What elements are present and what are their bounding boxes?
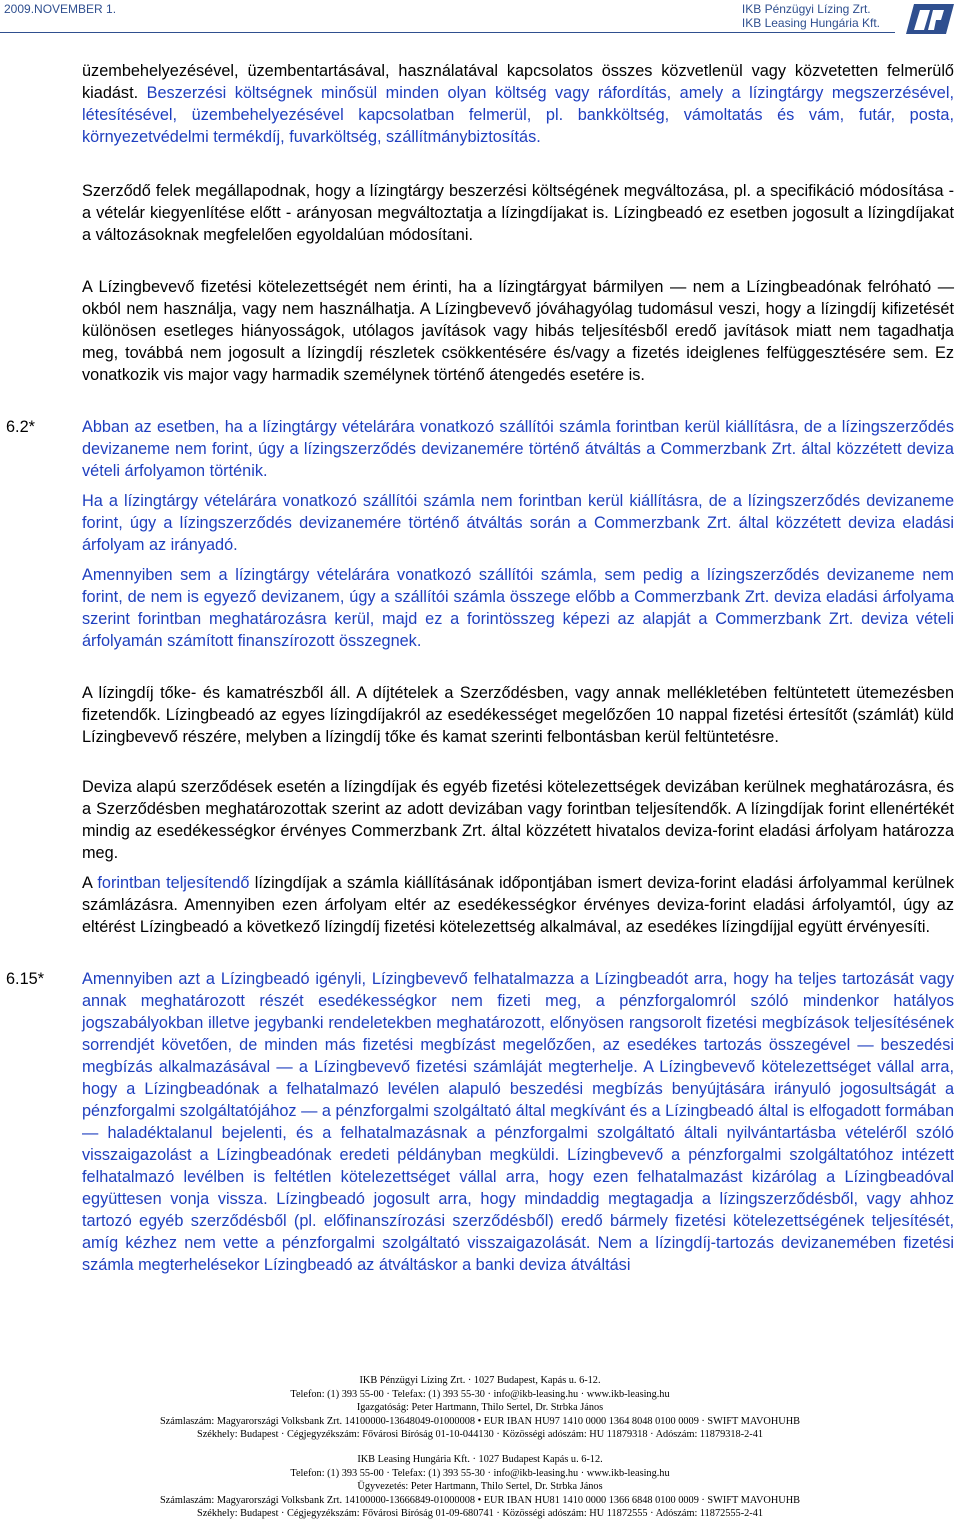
footer-line: Ügyvezetés: Peter Hartmann, Thilo Sertel, Dr. Strbka János bbox=[357, 1481, 603, 1492]
footer-line: IKB Leasing Hungária Kft. · 1027 Budapest Kapás u. 6-12. bbox=[357, 1454, 603, 1465]
footer-block-pl bbox=[0, 1374, 960, 1442]
footer-line: Telefon: (1) 393 55-00 · Telefax: (1) 393 55-30 · info@ikb-leasing.hu · www.ikb-leasing.hu bbox=[290, 1467, 670, 1479]
paragraph-cost-definition bbox=[82, 60, 954, 148]
paragraph-6-2-first: Abban az esetben, ha a lízingtárgy vételárára vonatkozó szállítói számla forintban kerül kiállításra, de a lízingszerződés devizaneme nem forint, úgy a lízingszerződés devizanemére történő átváltás a Commerzbank Zrt. által közzétett deviza vételi árfolyamon történik. bbox=[82, 418, 954, 480]
footer-line: IKB Pénzügyi Lízing Zrt. · 1027 Budapest, Kapás u. 6-12. bbox=[359, 1375, 601, 1386]
paragraph-payment-obligation: A Lízingbevevő fizetési kötelezettségét nem érinti, ha a lízingtárgyat bármilyen ― nem a Lízingbeadónak felróható ― okból nem használja, vagy nem használhatja. A Lízingbevevő jóváhagyólag tudomásul veszi, hogy a lízingdíj kifizetését különösen esetleges hiányosságok, utólagos javítások vagy hibás teljesítésből eredő javítások miatt nem tagadhatja meg, továbbá nem jogosult a lízingdíj részletek csökkentésére és/vagy a fizetés ideiglenes felfüggesztésére sem. Ez vonatkozik vis major vagy harmadik személynek történő átengedés esetére is. bbox=[82, 278, 954, 384]
paragraph-text-blue: Beszerzési költségnek minősül minden olyan költség vagy ráfordítás, amely a lízingtárgy megszerzésével, létesítésével, üzembehelyezésével kapcsolatban felmerül, pl. bbox=[82, 84, 955, 124]
header-company bbox=[742, 2, 880, 30]
paragraph-text-blue: forintban teljesítendő bbox=[97, 874, 250, 892]
section-number-6-2: 6.2* bbox=[6, 418, 35, 436]
header-rule bbox=[0, 32, 895, 33]
paragraph-6-2-third: Amennyiben sem a lízingtárgy vételárára vonatkozó szállítói számla, sem pedig a lízingszerződés devizaneme nem forint, de nem is egyező devizanem, úgy a szállítói számla összege előbb a Commerzbank Zrt. deviza eladási árfolyama szerint forintban meghatározásra kerül, majd ez a forintösszeg képezi az alapját a Commerzbank Zrt. deviza vételi árfolyamán számított finanszírozott összegnek. bbox=[82, 566, 954, 650]
paragraph-text: üzembehelyezésével, üzembentartásával, használatával kapcsolatos összes közvetlenül vagy közvetetten felmerülő kiadást. bbox=[82, 62, 954, 102]
header-company-line1: IKB Pénzügyi Lízing Zrt. bbox=[741, 2, 871, 16]
paragraph-6-2-second: Ha a lízingtárgy vételárára vonatkozó szállítói számla nem forintban kerül kiállításra, de a lízingszerződés devizaneme forint, úgy a lízingszerződés devizanemére történő átváltás során a Commerzbank Zrt. által közzétett deviza eladási árfolyam az irányadó. bbox=[82, 492, 954, 554]
paragraph-forint-payable bbox=[82, 872, 954, 938]
footer-line: Számlaszám: Magyarországi Volksbank Zrt. 14100000-13648049-01000008 • EUR IBAN HU97 1410 0000 1364 8048 0100 0009 · SWIFT MAVOHUHB bbox=[159, 1415, 801, 1427]
footer-line: Számlaszám: Magyarországi Volksbank Zrt. 14100000-13666849-01000008 • EUR IBAN HU81 1410 0000 1366 6848 0100 0009 · SWIFT MAVOHUHB bbox=[159, 1494, 801, 1506]
page-header bbox=[0, 0, 960, 40]
footer-line: Telefon: (1) 393 55-00 · Telefax: (1) 393 55-30 · info@ikb-leasing.hu · www.ikb-leasing.hu bbox=[290, 1388, 670, 1400]
paragraph-cost-change: Szerződő felek megállapodnak, hogy a lízingtárgy beszerzési költségének megváltozása, pl. a specifikáció módosítása - a vételár kiegyenlítése előtt - arányosan megváltoztatja a lízingdíjakat is. Lízingbeadó ez esetben jogosult a lízingdíjakat a változásoknak megfelelően egyoldalúan módosítani. bbox=[82, 182, 954, 244]
paragraph-currency-based: Deviza alapú szerződések esetén a lízingdíjak és egyéb fizetési kötelezettségek devizában kerülnek meghatározásra, és a Szerződésben meghatározottak szerint az adott devizában vagy forintban teljesítendők. A lízingdíjak forint ellenértékét mindig az esedékességkor érvényes Commerzbank Zrt. által közzétett hivatalos deviza-forint eladási árfolyam határozza meg. bbox=[82, 778, 954, 862]
paragraph-6-15: Amennyiben azt a Lízingbeadó igényli, Lízingbevevő felhatalmazza a Lízingbeadót arra, hogy ha teljes tartozását vagy annak meghatározott részét esedékességkor nem fizeti meg, a pénzforgalomról szóló mindenkor hatályos jogszabályokban illetve jegybanki rendeletekben meghatározott, előnyösen rangsorolt fizetési megbízások teljesítésének sorrendjét követően, de minden más fizetési megbízást megelőzően, az esedékes tartozás összegével ― beszedési megbízás alkalmazásával ― a Lízingbevevő fizetési számláját megterhelje. A Lízingbevevő kötelezettséget vállal arra, hogy a Lízingbeadónak a felhatalmazó levélen alapuló beszedési megbízás benyújtására irányuló jogosultságát a pénzforgalmi szolgáltatójához ― a pénzforgalmi szolgáltató által megkívánt és a Lízingbeadó által is elfogadott formában ― haladéktalanul bejelenti, és a felhatalmazásnak a pénzforgalmi szolgáltató általi nyilvántartásba vételéről szóló visszaigazolást a Lízingbeadónak eredeti példányban megküldi. Lízingbevevő a pénzforgalmi szolgáltatóhoz intézett felhatalmazó levélben is feltétlen kötelezettséget vállal arra, hogy ezen felhatalmazást kizárólag a Lízingbeadóval együttesen vonja vissza. Lízingbeadó jogosult arra, hogy mindaddig megtagadja a lízingszerződésből, vagy ahhoz tartozó egyéb szerződésből (pl. előfinanszírozási szerződésből) eredő bármely fizetési kötelezettségének teljesítését, amíg kézhez nem vette a pénzforgalmi szolgáltató visszaigazolását. Nem a lízingdíj-tartozás devizanemében fizetési számla megterhelésekor Lízingbeadó az átváltáskor a banki deviza átváltási bbox=[82, 970, 954, 1274]
footer-line: Székhely: Budapest · Cégjegyzékszám: Fővárosi Bíróság 01-09-680741 · Közösségi adószám: HU 11872555 · Adószám: 11872555-2-41 bbox=[196, 1508, 764, 1519]
header-date: 2009.NOVEMBER 1. bbox=[4, 2, 117, 16]
section-number-6-15: 6.15* bbox=[6, 970, 45, 988]
header-company-line2: IKB Leasing Hungária Kft. bbox=[741, 16, 880, 30]
ikb-logo-icon bbox=[906, 2, 954, 36]
footer-line: Igazgatóság: Peter Hartmann, Thilo Sertel, Dr. Strbka János bbox=[356, 1402, 604, 1413]
footer-block-lh bbox=[0, 1453, 960, 1521]
paragraph-text-blue: bankköltség, vámoltatás és vám, futár, posta, környezetvédelmi termékdíj, fuvarköltség, szállítmánybiztosítás. bbox=[82, 106, 954, 146]
paragraph-text: lízingdíjak a számla kiállításának időpontjában ismert deviza-forint eladási árfolyammal kerülnek számlázásra. Amennyiben ezen árfolyam eltér az esedékességkor érvényes deviza-forint eladási árfolyamtól, úgy az eltérést Lízingbeadó a következő lízingdíj fizetési kötelezettség alkalmával, az esedékes lízingdíjjal együtt érvényesíti. bbox=[82, 874, 954, 936]
paragraph-lease-fee: A lízingdíj tőke- és kamatrészből áll. A díjtételek a Szerződésben, vagy annak mellékletében feltüntetett ütemezésben fizetendők. Lízingbeadó az egyes lízingdíjakról az esedékességet megelőzően 10 nappal fizetési értesítőt (számlát) küld Lízingbevevő részére, melyben a lízingdíj tőke és kamat szerinti felbontásban kerül feltüntetésre. bbox=[82, 684, 954, 746]
footer-line: Székhely: Budapest · Cégjegyzékszám: Fővárosi Bíróság 01-10-044130 · Közösségi adószám: HU 11879318 · Adószám: 11879318-2-41 bbox=[196, 1429, 764, 1440]
paragraph-text: A bbox=[82, 874, 98, 892]
